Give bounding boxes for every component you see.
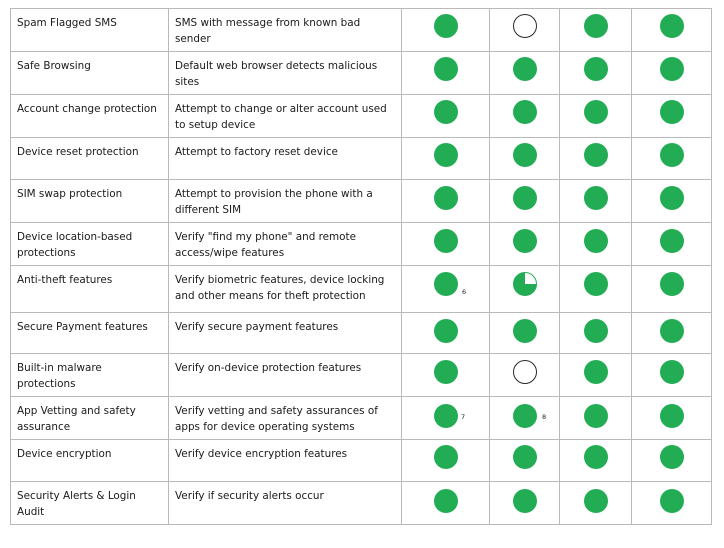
full-circle-icon — [434, 14, 458, 38]
table-row — [11, 52, 712, 95]
full-circle-icon — [660, 186, 684, 210]
rating-cell — [490, 354, 560, 397]
feature-name-cell: Anti-theft features — [11, 266, 169, 313]
partial-circle-icon — [513, 272, 537, 296]
rating-cell — [402, 266, 490, 313]
rating-cell — [490, 266, 560, 313]
feature-name-cell: Device reset protection — [11, 138, 169, 180]
full-circle-icon — [513, 445, 537, 469]
feature-name-cell: Security Alerts & Login Audit — [11, 482, 169, 525]
full-circle-icon — [513, 143, 537, 167]
rating-cell — [560, 223, 632, 266]
rating-cell — [490, 482, 560, 525]
rating-cell — [490, 313, 560, 354]
feature-name-cell: App Vetting and safety assurance — [11, 397, 169, 440]
full-circle-icon — [513, 319, 537, 343]
table-row — [11, 440, 712, 482]
full-circle-icon — [660, 14, 684, 38]
feature-name-cell: Safe Browsing — [11, 52, 169, 95]
full-circle-icon — [434, 100, 458, 124]
full-circle-icon — [434, 489, 458, 513]
rating-cell — [632, 313, 712, 354]
rating-cell — [402, 397, 490, 440]
rating-cell — [632, 482, 712, 525]
rating-cell — [632, 354, 712, 397]
rating-cell — [402, 138, 490, 180]
feature-description-cell: Verify device encryption features — [169, 440, 402, 482]
feature-description-cell: Default web browser detects malicious sites — [169, 52, 402, 95]
feature-description-cell: Verify secure payment features — [169, 313, 402, 354]
rating-cell — [402, 313, 490, 354]
full-circle-icon — [513, 57, 537, 81]
full-circle-icon — [660, 404, 684, 428]
rating-cell — [632, 440, 712, 482]
feature-description-cell: Verify if security alerts occur — [169, 482, 402, 525]
rating-cell — [490, 52, 560, 95]
rating-cell — [560, 440, 632, 482]
full-circle-icon — [434, 186, 458, 210]
full-circle-icon — [584, 143, 608, 167]
footnote-marker: 8 — [542, 413, 547, 421]
full-circle-icon — [660, 229, 684, 253]
full-circle-icon — [660, 143, 684, 167]
rating-cell — [632, 95, 712, 138]
full-circle-icon — [513, 229, 537, 253]
rating-cell — [490, 223, 560, 266]
rating-cell — [560, 52, 632, 95]
full-circle-icon — [434, 229, 458, 253]
full-circle-icon — [434, 360, 458, 384]
feature-description-cell: SMS with message from known bad sender — [169, 9, 402, 52]
table-row — [11, 266, 712, 313]
rating-cell — [402, 180, 490, 223]
full-circle-icon — [584, 489, 608, 513]
rating-cell — [560, 138, 632, 180]
full-circle-icon — [584, 272, 608, 296]
full-circle-icon — [434, 143, 458, 167]
rating-cell — [560, 180, 632, 223]
full-circle-icon — [584, 319, 608, 343]
rating-cell — [632, 52, 712, 95]
rating-cell — [632, 9, 712, 52]
rating-cell — [632, 397, 712, 440]
feature-description-cell: Verify on-device protection features — [169, 354, 402, 397]
rating-cell — [560, 354, 632, 397]
rating-cell — [490, 138, 560, 180]
full-circle-icon — [660, 319, 684, 343]
rating-cell — [560, 313, 632, 354]
table-row — [11, 482, 712, 525]
full-circle-icon — [584, 57, 608, 81]
full-circle-icon — [584, 100, 608, 124]
full-circle-icon — [584, 229, 608, 253]
feature-name-cell: SIM swap protection — [11, 180, 169, 223]
full-circle-icon — [660, 57, 684, 81]
feature-name-cell: Built-in malware protections — [11, 354, 169, 397]
footnote-marker: 7 — [461, 413, 466, 421]
full-circle-icon — [434, 272, 458, 296]
rating-cell — [632, 223, 712, 266]
feature-description-cell: Verify "find my phone" and remote access/wipe features — [169, 223, 402, 266]
feature-description-cell: Attempt to change or alter account used to setup device — [169, 95, 402, 138]
rating-cell — [560, 397, 632, 440]
full-circle-icon — [434, 319, 458, 343]
full-circle-icon — [584, 404, 608, 428]
feature-name-cell: Account change protection — [11, 95, 169, 138]
full-circle-icon — [513, 489, 537, 513]
feature-description-cell: Verify biometric features, device locking and other means for theft protection — [169, 266, 402, 313]
rating-cell — [402, 9, 490, 52]
feature-description-cell: Attempt to factory reset device — [169, 138, 402, 180]
full-circle-icon — [434, 404, 458, 428]
table-row — [11, 138, 712, 180]
full-circle-icon — [584, 360, 608, 384]
rating-cell — [632, 138, 712, 180]
rating-cell — [402, 223, 490, 266]
full-circle-icon — [584, 186, 608, 210]
table-row — [11, 180, 712, 223]
rating-cell — [402, 95, 490, 138]
rating-cell — [632, 266, 712, 313]
feature-description-cell: Attempt to provision the phone with a different SIM — [169, 180, 402, 223]
rating-cell — [560, 266, 632, 313]
rating-cell — [402, 440, 490, 482]
empty-circle-icon — [513, 360, 537, 384]
table-row — [11, 9, 712, 52]
rating-cell — [560, 9, 632, 52]
feature-name-cell: Spam Flagged SMS — [11, 9, 169, 52]
feature-name-cell: Device location-based protections — [11, 223, 169, 266]
rating-cell — [560, 482, 632, 525]
feature-name-cell: Secure Payment features — [11, 313, 169, 354]
rating-cell — [490, 397, 560, 440]
full-circle-icon — [584, 445, 608, 469]
full-circle-icon — [434, 445, 458, 469]
full-circle-icon — [660, 272, 684, 296]
table-row — [11, 313, 712, 354]
full-circle-icon — [660, 445, 684, 469]
feature-description-cell: Verify vetting and safety assurances of apps for device operating systems — [169, 397, 402, 440]
full-circle-icon — [660, 489, 684, 513]
table-row — [11, 95, 712, 138]
full-circle-icon — [513, 186, 537, 210]
feature-comparison-table — [10, 8, 712, 525]
full-circle-icon — [660, 360, 684, 384]
rating-cell — [490, 9, 560, 52]
feature-name-cell: Device encryption — [11, 440, 169, 482]
table-row — [11, 397, 712, 440]
full-circle-icon — [434, 57, 458, 81]
full-circle-icon — [584, 14, 608, 38]
table-row — [11, 354, 712, 397]
rating-cell — [402, 482, 490, 525]
rating-cell — [402, 354, 490, 397]
footnote-marker: 6 — [462, 288, 467, 296]
full-circle-icon — [660, 100, 684, 124]
rating-cell — [560, 95, 632, 138]
table-row — [11, 223, 712, 266]
rating-cell — [632, 180, 712, 223]
empty-circle-icon — [513, 14, 537, 38]
rating-cell — [490, 95, 560, 138]
rating-cell — [402, 52, 490, 95]
rating-cell — [490, 180, 560, 223]
rating-cell — [490, 440, 560, 482]
full-circle-icon — [513, 100, 537, 124]
full-circle-icon — [513, 404, 537, 428]
